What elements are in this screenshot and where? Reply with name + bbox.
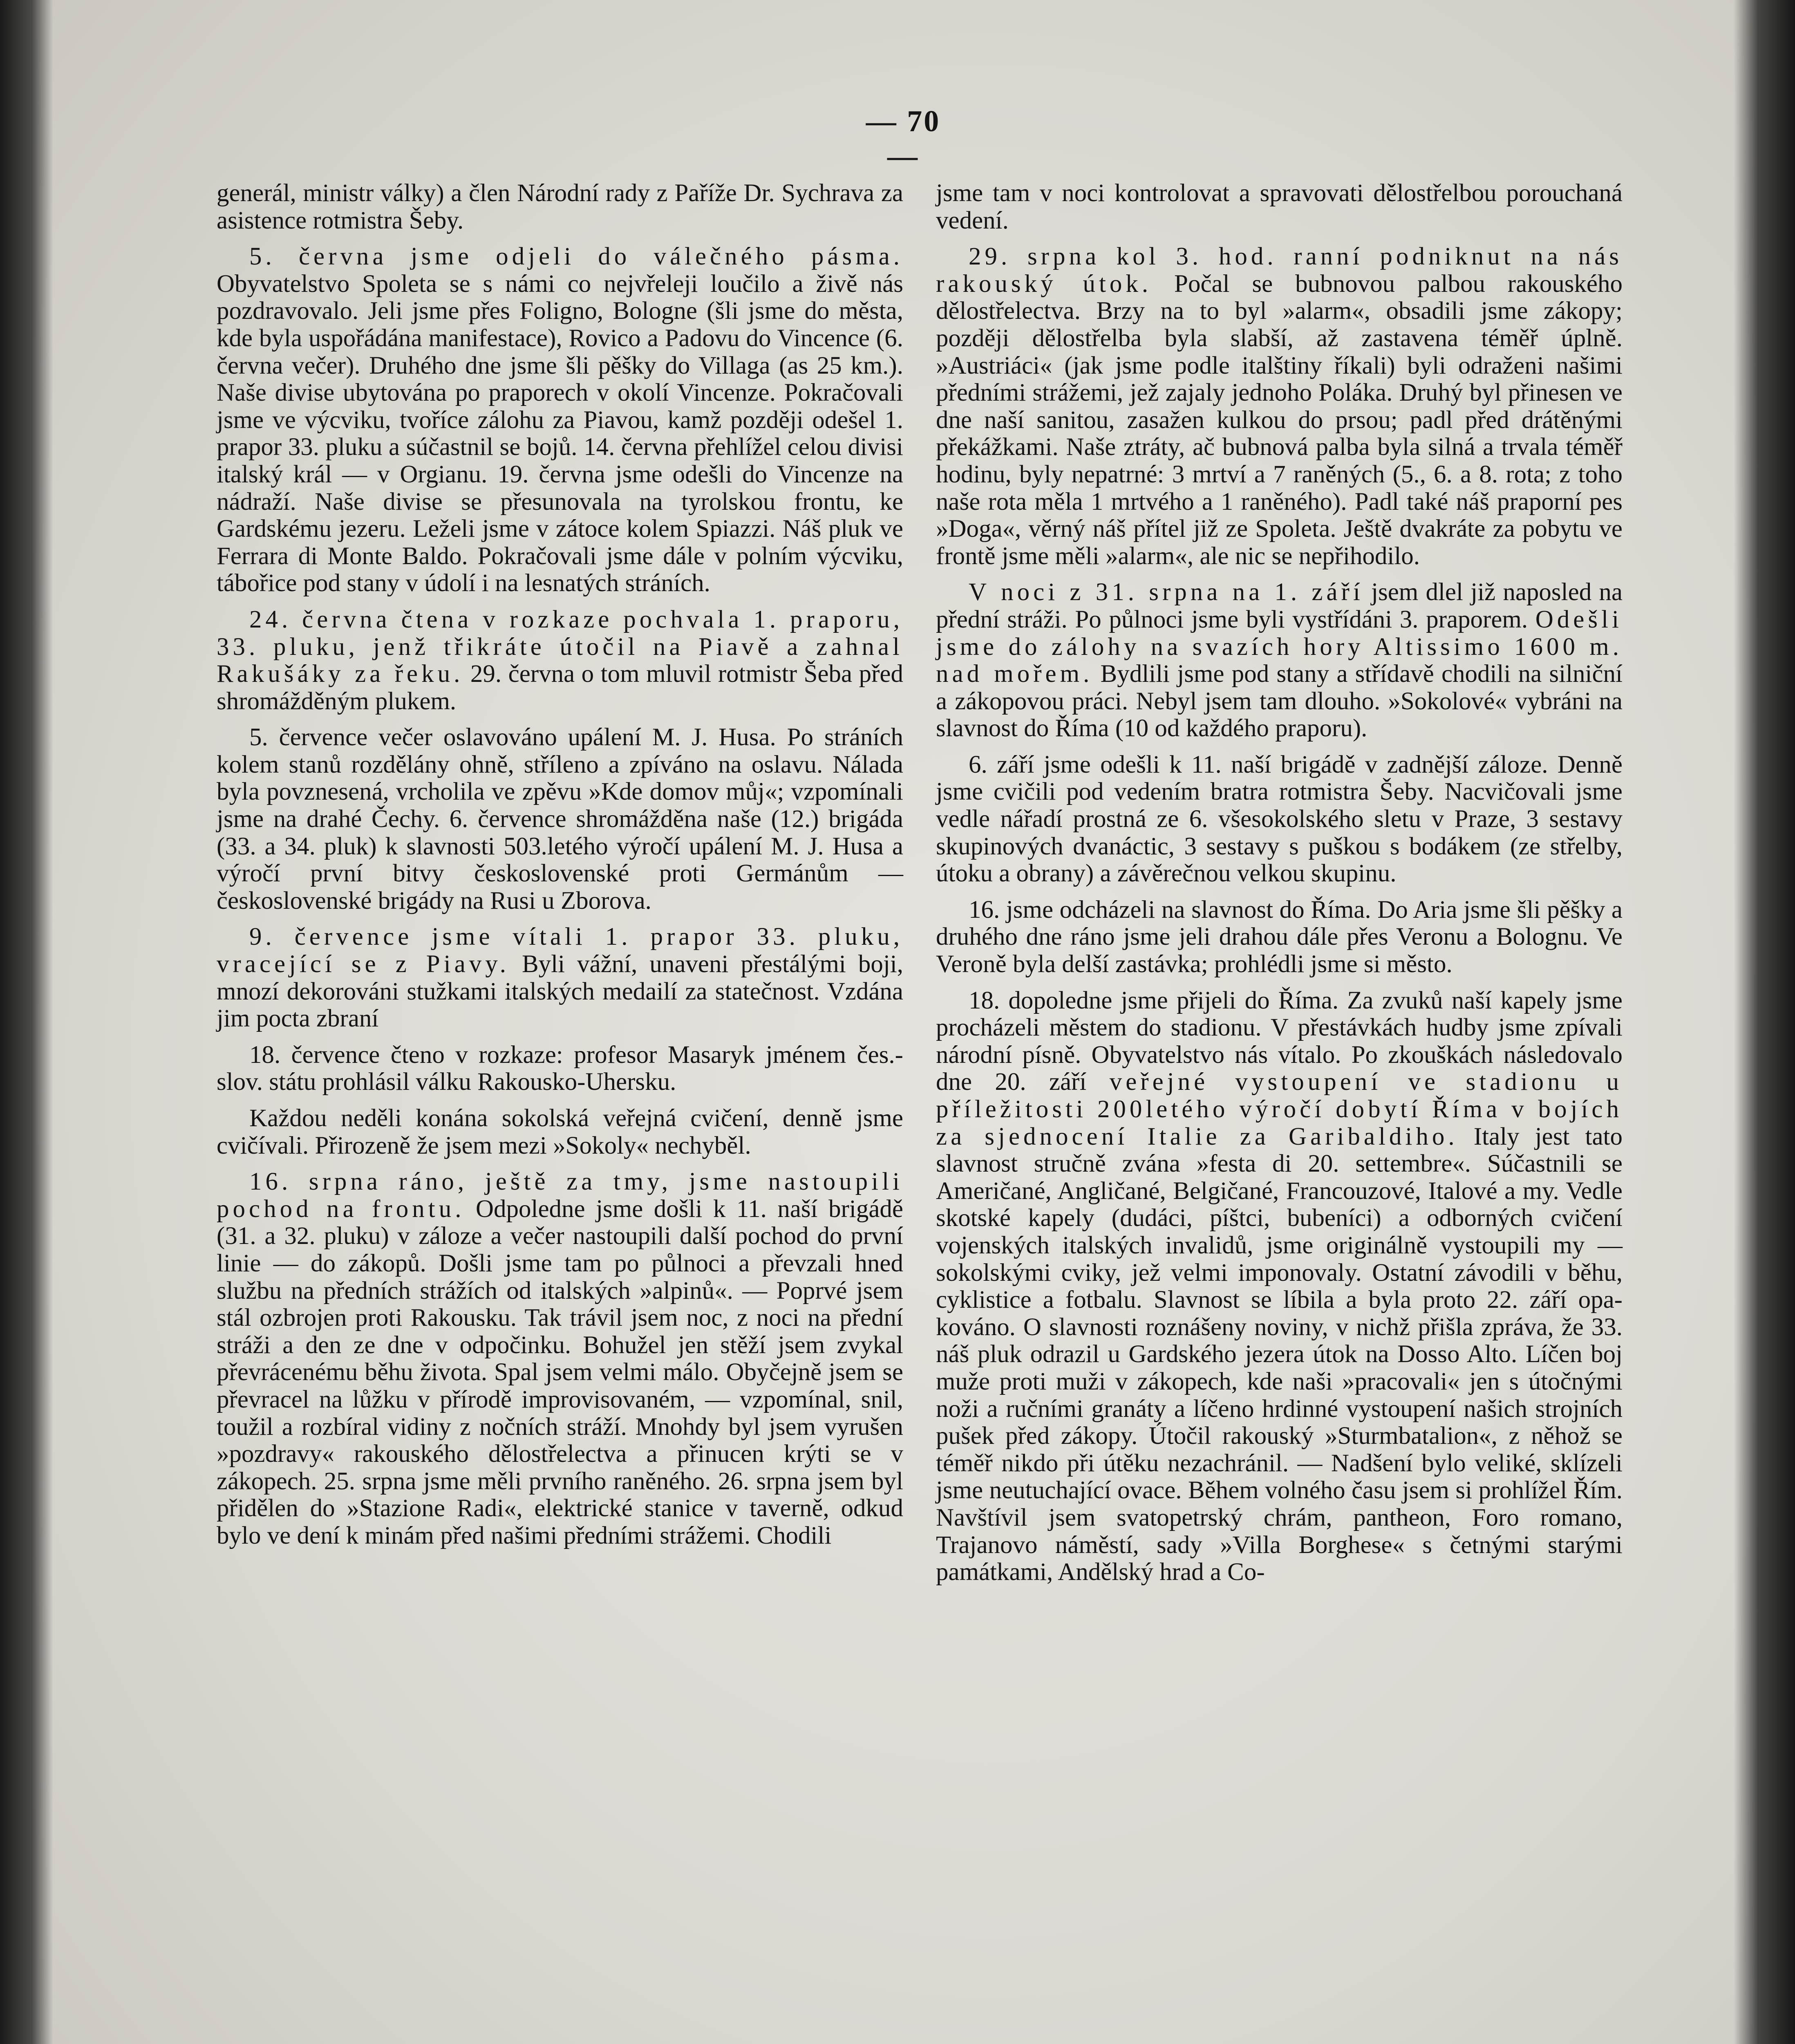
paragraph: jsme tam v noci kontrolovat a spravovati dělostřelbou porouchaná vedení. [936,179,1623,234]
spaced-lead: V noci z 31. srpna na 1. září [969,578,1364,606]
paragraph: 29. srpna kol 3. hod. ranní podniknut na nás rakouský útok. Počal se bubnovou palbou rakouského dělostřelectva. Brzy na to byl »alarm«, obsadili jsme zákopy; později dělostřelba byla slabší, až zastavena téměř úplně. »Austriáci« (jak jsme podle italštiny říkali) byli odraženi našimi předními strážemi, jež zajaly jednoho Poláka. Druhý byl přinesen ve dne naší sanitou, zasažen kulkou do prsou; padl před drátěnými překážkami. Naše ztráty, ač bubnová palba byla silná a trvala téměř hodinu, byly nepatrné: 3 mrtví a 7 raněných (5., 6. a 8. rota; z toho naše rota měla 1 mrtvého a 1 raněného). Padl také náš praporní pes »Doga«, věrný náš přítel již ze Spoleta. Ještě dvakráte za pobytu ve frontě jsme měli »alarm«, ale nic se nepřihodilo. [936,243,1623,570]
page-number: — 70 — [866,105,941,173]
spaced-lead: 24. června čtena v rozkaze pochvala 1. praporu, 33. pluku, jenž třikráte útočil na Piavě a zahnal Rakušáky za řeku. [217,605,903,688]
right-column [936,180,1623,1595]
paragraph: 5. června jsme odjeli do válečného pásma. Obyvatelstvo Spoleta se s námi co nejvřeleji loučilo a živě nás pozdravovalo. Jeli jsme přes Foligno, Bologne (šli jsme do města, kde byla uspořádána manifestace), Rovico a Padovu do Vincence (6. června večer). Druhého dne jsme šli pěšky do Villaga (as 25 km.). Naše divise ubytována po praporech v okolí Vincenze. Pokračovali jsme ve výcviku, tvoříce zálohu za Piavou, kamž později odešel 1. prapor 33. pluku a súčastnil se bojů. 14. června přehlížel celou divisi italský král — v Orgianu. 19. června jsme odešli do Vincenze na nádraží. Naše divise se přesunovala na tyrolskou frontu, ke Gardskému jezeru. Leželi jsme v zátoce kolem Spiazzi. Náš pluk ve Ferrara di Monte Baldo. Pokračovali jsme dále v polním výcviku, tábořice pod stany v údolí i na lesnatých stráních. [217,243,903,597]
paragraph: 16. srpna ráno, ještě za tmy, jsme nastoupili pochod na frontu. Odpoledne jsme došli k 11. naší brigádě (31. a 32. pluku) v záloze a večer nastoupili další pochod do první linie — do zákopů. Došli jsme tam po půlnoci a převzali hned službu na předních strážích od italských »alpinů«. — Poprvé jsem stál ozbrojen proti Rakousku. Tak trávil jsem noc, z noci na přední stráži a den ze dne v odpočinku. Bohužel jen stěží jsem zvykal převrácenému běhu života. Spal jsem velmi málo. Obyčejně jsem se převracel na lůžku v přírodě improvisovaném, — vzpomínal, snil, toužil a rozbíral vidiny z nočních stráží. Mnohdy byl jsem vyrušen »pozdravy« rakouského dělostřelectva a přinucen krýti se v zákopech. 25. srpna jsme měli prvního raněného. 26. srpna jsem byl přidělen do »Stazione Radi«, elektrické stanice v taverně, odkud bylo ve dení k minám před našimi předními strážemi. Chodili [217,1168,903,1549]
spaced-lead: 29. srpna kol 3. hod. ranní podniknut na nás rakouský útok. [936,243,1623,298]
scan-edge-left [0,0,53,2044]
paragraph: 24. června čtena v rozkaze pochvala 1. praporu, 33. pluku, jenž třikráte útočil na Piavě a zahnal Rakušáky za řeku. 29. června o tom mluvil rotmistr Šeba před shromážděným plukem. [217,605,903,715]
paragraph: 5. července večer oslavováno upálení M. J. Husa. Po stráních kolem stanů rozdělány ohně, stříleno a zpíváno na oslavu. Nálada byla povznesená, vrcholila ve zpěvu »Kde domov můj«; vzpomínali jsme na drahé Čechy. 6. července shromážděna naše (12.) brigáda (33. a 34. pluk) k slavnosti 503.letého výročí upálení M. J. Husa a výročí první bitvy československé proti Germánům — československé brigády na Rusi u Zborova. [217,724,903,914]
scan-edge-right [1734,0,1795,2044]
left-column [217,180,903,1559]
paragraph: generál, ministr války) a člen Národní rady z Paříže Dr. Sychrava za asistence rotmistra Šeby. [217,179,903,234]
spaced-lead: veřejné vystoupení ve stadionu u příležitosti 200letého výročí dobytí Říma v bojích za sjednocení Italie za Garibaldiho. [936,1068,1623,1150]
spaced-lead: 9. července jsme vítali 1. prapor 33. pluku, vracející se z Piavy. [217,923,903,978]
paragraph: 18. dopoledne jsme přijeli do Říma. Za zvuků naší kapely jsme procházeli městem do stadionu. V přestávkách hudby jsme zpívali národní písně. Obyvatelstvo nás vítalo. Po zkouškách následovalo dne 20. září veřejné vystoupení ve stadionu u příležitosti 200letého výročí dobytí Říma v bojích za sjednocení Italie za Garibaldiho. Italy jest tato slavnost stručně zvána »festa di 20. settembre«. Súčastnili se Američané, Angličané, Belgičané, Francouzové, Italové a my. Vedle skotské kapely (dudáci, píštci, bubeníci) a odborných cvičení vojenských italských invalidů, jsme originálně vystoupili my — sokolskými cviky, jež velmi imponovaly. Ostatní závodili v běhu, cyklistice a fotbalu. Slavnost se líbila a byla proto 22. září opa-kováno. O slavnosti roznášeny noviny, v nichž přišla zpráva, že 33. náš pluk odrazil u Gardského jezera útok na Dosso Alto. Líčen boj muže proti muži v zákopech, kde naši »pracovali« jen s útočnými noži a ručními granáty a líčeno hrdinné vystoupení našich strojních pušek před zákopy. Útočil rakouský »Sturmbatalion«, z něhož se téměř nikdo při útěku nezachránil. — Nadšení bylo veliké, sklízeli jsme neutuchající ovace. Během volného času jsem si prohlížel Řím. Navštívil jsem svatopetrský chrám, pantheon, Foro romano, Trajanovo náměstí, sady »Villa Borghese« s četnými starými památkami, Andělský hrad a Co- [936,986,1623,1586]
paragraph: Každou neděli konána sokolská veřejná cvičení, denně jsme cvičívali. Přirozeně že jsem mezi »Sokoly« nechyběl. [217,1105,903,1159]
paragraph: 9. července jsme vítali 1. prapor 33. pluku, vracející se z Piavy. Byli vážní, unaveni přestálými boji, mnozí dekorováni stužkami italských medailí za statečnost. Vzdána jim pocta zbraní [217,923,903,1033]
spaced-lead: Odešli jsme do zálohy na svazích hory Altissimo 1600 m. nad mořem. [936,605,1623,688]
spaced-lead: 16. srpna ráno, ještě za tmy, jsme nastoupili pochod na frontu. [217,1168,903,1223]
paragraph: V noci z 31. srpna na 1. září jsem dlel již naposled na přední stráži. Po půlnoci jsme byli vystřídáni 3. praporem. Odešli jsme do zálohy na svazích hory Altissimo 1600 m. nad mořem. Bydlili jsme pod stany a střídavě chodili na silniční a zákopovou práci. Nebyl jsem tam dlouho. »Sokolové« vybráni na slavnost do Říma (10 od každého praporu). [936,578,1623,742]
paragraph: 16. jsme odcházeli na slavnost do Říma. Do Aria jsme šli pěšky a druhého dne ráno jsme jeli drahou dále přes Veronu a Bolognu. Ve Veroně byla delší zastávka; prohlédli jsme si město. [936,896,1623,978]
paragraph: 18. července čteno v rozkaze: profesor Masaryk jménem čes.-slov. státu prohlásil válku Rakousko-Uhersku. [217,1041,903,1096]
paragraph: 6. září jsme odešli k 11. naší brigádě v zadnější záloze. Denně jsme cvičili pod vedením bratra rotmistra Šeby. Nacvičovali jsme vedle nářadí prostná ze 6. všesokolského sletu v Praze, 3 sestavy skupinových dvanáctic, 3 sestavy s puškou s bodákem (ze střelby, útoku a obrany) a závěrečnou velkou skupinu. [936,751,1623,888]
spaced-lead: 5. června jsme odjeli do válečného pásma. [249,243,903,271]
